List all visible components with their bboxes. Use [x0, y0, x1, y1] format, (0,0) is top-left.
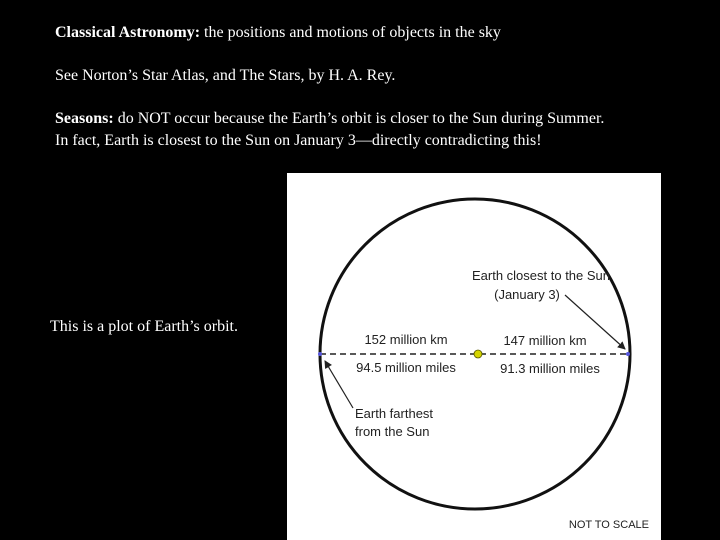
- earth-farthest-marker: [318, 352, 322, 356]
- seasons-line-1: [55, 108, 695, 130]
- classical-astronomy-heading: Classical Astronomy:: [55, 24, 201, 41]
- sun-marker: [474, 350, 482, 358]
- orbit-svg: [287, 173, 661, 540]
- closest-km-label: 147 million km: [503, 333, 587, 348]
- seasons-heading: Seasons:: [55, 110, 114, 127]
- farthest-arrow: [325, 361, 353, 408]
- seasons-text: do NOT occur because the Earth’s orbit is closer to the Sun during Summer.: [113, 110, 605, 127]
- seasons-line-2: In fact, Earth is closest to the Sun on January 3—directly contradicting this!: [55, 132, 542, 149]
- classical-astronomy-paragraph: [55, 22, 695, 44]
- farthest-label-line-2: from the Sun: [355, 424, 430, 439]
- orbit-caption: This is a plot of Earth’s orbit.: [50, 318, 238, 335]
- farthest-km-label: 152 million km: [364, 332, 448, 347]
- not-to-scale-note: NOT TO SCALE: [568, 519, 649, 531]
- earth-orbit-diagram: [287, 173, 661, 540]
- earth-closest-marker: [626, 352, 630, 356]
- seasons-paragraph: [55, 108, 695, 152]
- farthest-miles-label: 94.5 million miles: [356, 360, 456, 375]
- closest-label-line-2: (January 3): [494, 287, 560, 302]
- closest-miles-label: 91.3 million miles: [500, 361, 600, 376]
- closest-label-line-1: Earth closest to the Sun: [471, 268, 611, 283]
- references-paragraph: See Norton’s Star Atlas, and The Stars, by H. A. Rey.: [55, 67, 396, 84]
- classical-astronomy-text: the positions and motions of objects in the sky: [200, 24, 501, 41]
- farthest-label-line-1: Earth farthest: [355, 406, 434, 421]
